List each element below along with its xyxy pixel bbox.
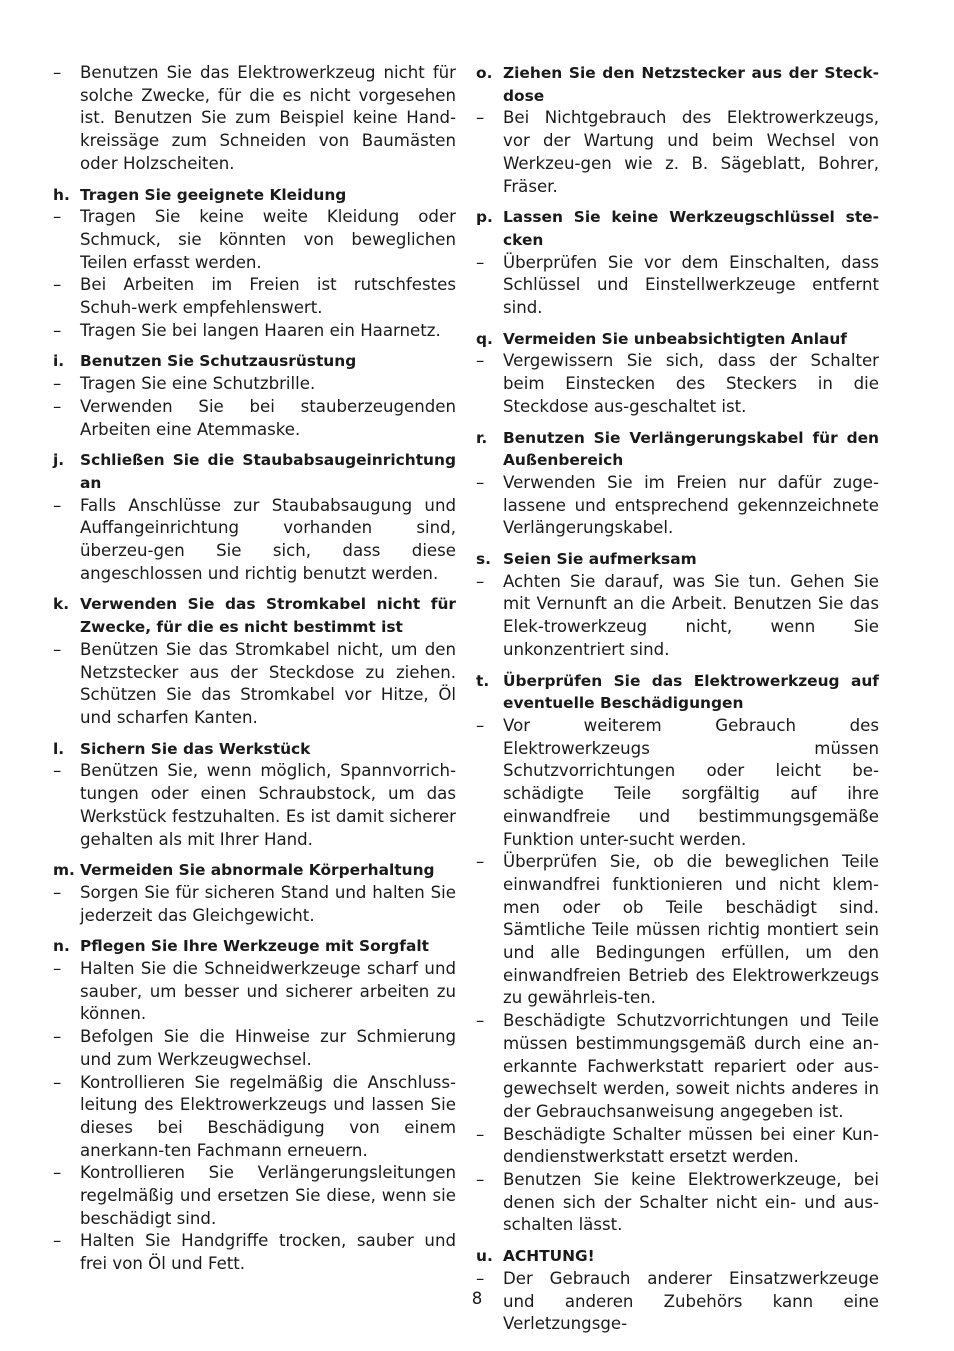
section-letter: s. xyxy=(476,550,492,569)
section-title: Benutzen Sie Schutzausrüstung xyxy=(80,352,357,371)
section-letter: n. xyxy=(53,937,70,956)
section-heading xyxy=(53,184,456,207)
list-item: – Sorgen Sie für sicheren Stand und halten Sie jederzeit das Gleichgewicht. xyxy=(53,882,456,927)
section-title: Verwenden Sie das Stromkabel nicht für Zwecke, für die es nicht bestimmt ist xyxy=(80,595,456,637)
list-item: – Halten Sie Handgriffe trocken, sauber und frei von Öl und Fett. xyxy=(53,1230,456,1275)
section-letter: r. xyxy=(476,428,488,447)
list-item: – Benützen Sie, wenn möglich, Spannvorrich-tungen oder einen Schraubstock, um das Werkstück festzuhalten. Es ist damit sicherer gehalten als mit Ihrer Hand. xyxy=(53,760,456,851)
section-title: Ziehen Sie den Netzstecker aus der Steck-dose xyxy=(503,64,879,105)
section-title: ACHTUNG! xyxy=(503,1247,595,1266)
section-letter: k. xyxy=(53,595,70,614)
list-item: – Kontrollieren Sie regelmäßig die Anschluss-leitung des Elektrowerkzeugs und lassen Sie dieses bei Beschädigung von einem anerkann-ten Fachmann erneuern. xyxy=(53,1072,456,1163)
section-heading xyxy=(53,350,456,373)
list-item: – Benutzen Sie keine Elektrowerkzeuge, bei denen sich der Schalter nicht ein- und aus-schalten lässt. xyxy=(476,1169,879,1237)
section-title: Lassen Sie keine Werkzeugschlüssel ste-cken xyxy=(503,208,879,249)
section-heading xyxy=(53,935,456,958)
list-item: – Tragen Sie eine Schutzbrille. xyxy=(53,373,456,396)
section-title: Seien Sie aufmerksam xyxy=(503,550,697,569)
section-letter: m. xyxy=(53,861,75,880)
section-title: Überprüfen Sie das Elektrowerkzeug auf eventuelle Beschädigungen xyxy=(503,671,879,713)
list-item: – Falls Anschlüsse zur Staubabsaugung und Auffangeinrichtung vorhanden sind, überzeu-gen Sie sich, dass diese angeschlossen und richtig benutzt werden. xyxy=(53,495,456,586)
list-item: – Benutzen Sie das Elektrowerkzeug nicht für solche Zwecke, für die es nicht vorgesehen ist. Benutzen Sie zum Beispiel keine Hand-kreissäge zum Schneiden von Baumästen oder Holzscheiten. xyxy=(53,62,456,176)
section-title: Pflegen Sie Ihre Werkzeuge mit Sorgfalt xyxy=(80,937,429,956)
left-column xyxy=(53,62,456,1276)
section-heading xyxy=(53,593,456,638)
section-letter: o. xyxy=(476,64,493,82)
list-item: – Verwenden Sie im Freien nur dafür zuge-lassene und entsprechend gekennzeichnete Verlängerungskabel. xyxy=(476,472,879,540)
section-heading xyxy=(476,1245,879,1268)
section-heading xyxy=(476,206,879,251)
section-heading xyxy=(476,548,879,571)
list-item: – Der Gebrauch anderer Einsatzwerkzeuge und anderen Zubehörs kann eine Verletzungsge- xyxy=(476,1268,879,1336)
section-letter: l. xyxy=(53,739,65,758)
section-letter: j. xyxy=(53,451,65,470)
section-title: Vermeiden Sie unbeabsichtigten Anlauf xyxy=(503,329,848,348)
list-item: – Beschädigte Schutzvorrichtungen und Teile müssen bestimmungsgemäß durch eine an-erkannte Fachwerkstatt repariert oder aus-gewechselt werden, soweit nichts anderes in der Gebrauchsanweisung angegeben ist. xyxy=(476,1010,879,1124)
page-number: 8 xyxy=(471,1289,483,1308)
section-letter: t. xyxy=(476,671,490,690)
list-item: – Bei Arbeiten im Freien ist rutschfestes Schuh-werk empfehlenswert. xyxy=(53,274,456,319)
section-heading xyxy=(53,449,456,494)
section-letter: u. xyxy=(476,1247,493,1266)
section-heading xyxy=(476,62,879,107)
section-heading xyxy=(476,328,879,351)
list-item: – Tragen Sie keine weite Kleidung oder Schmuck, sie könnten von beweglichen Teilen erfasst werden. xyxy=(53,206,456,274)
section-title: Benutzen Sie Verlängerungskabel für den Außenbereich xyxy=(503,428,879,470)
list-item: – Befolgen Sie die Hinweise zur Schmierung und zum Werkzeugwechsel. xyxy=(53,1026,456,1071)
section-title: Vermeiden Sie abnormale Körperhaltung xyxy=(80,861,435,880)
right-column xyxy=(476,62,879,1336)
list-item: – Kontrollieren Sie Verlängerungsleitungen regelmäßig und ersetzen Sie diese, wenn sie beschädigt sind. xyxy=(53,1162,456,1230)
list-item: – Tragen Sie bei langen Haaren ein Haarnetz. xyxy=(53,320,456,343)
section-title: Tragen Sie geeignete Kleidung xyxy=(80,185,347,204)
list-item: – Achten Sie darauf, was Sie tun. Gehen Sie mit Vernunft an die Arbeit. Benutzen Sie das Elek-trowerkzeug nicht, wenn Sie unkonzentriert sind. xyxy=(476,571,879,662)
section-letter: i. xyxy=(53,352,65,371)
list-item: – Vor weiterem Gebrauch des Elektrowerkzeugs müssen Schutzvorrichtungen oder leicht be-schädigte Teile sorgfältig auf ihre einwandfreie und bestimmungsgemäße Funktion unter-sucht werden. xyxy=(476,715,879,851)
list-item: – Überprüfen Sie, ob die beweglichen Teile einwandfrei funktionieren und nicht klem-men oder ob Teile beschädigt sind. Sämtliche Teile müssen richtig montiert sein und alle Bedingungen erfüllen, um den einwandfreien Betrieb des Elektrowerkzeugs zu gewährleis-ten. xyxy=(476,851,879,1010)
list-item: – Benützen Sie das Stromkabel nicht, um den Netzstecker aus der Steckdose zu ziehen. Schützen Sie das Stromkabel vor Hitze, Öl und scharfen Kanten. xyxy=(53,639,456,730)
list-item: – Bei Nichtgebrauch des Elektrowerkzeugs, vor der Wartung und beim Wechsel von Werkzeu-gen wie z. B. Sägeblatt, Bohrer, Fräser. xyxy=(476,107,879,198)
section-letter: h. xyxy=(53,185,70,204)
list-item: – Beschädigte Schalter müssen bei einer Kun-dendienstwerkstatt ersetzt werden. xyxy=(476,1124,879,1169)
list-item: – Überprüfen Sie vor dem Einschalten, dass Schlüssel und Einstellwerkzeuge entfernt sind. xyxy=(476,252,879,320)
section-letter: q. xyxy=(476,329,493,348)
list-item: – Verwenden Sie bei stauberzeugenden Arbeiten eine Atemmaske. xyxy=(53,396,456,441)
list-item: – Vergewissern Sie sich, dass der Schalter beim Einstecken des Steckers in die Steckdose aus-geschaltet ist. xyxy=(476,350,879,418)
section-heading xyxy=(476,670,879,715)
list-item: – Halten Sie die Schneidwerkzeuge scharf und sauber, um besser und sicherer arbeiten zu können. xyxy=(53,958,456,1026)
section-title: Sichern Sie das Werkstück xyxy=(80,739,311,758)
section-heading xyxy=(53,738,456,761)
section-heading xyxy=(53,859,456,882)
section-letter: p. xyxy=(476,208,493,227)
section-title: Schließen Sie die Staubabsaugeinrichtung an xyxy=(80,451,456,492)
section-heading xyxy=(476,427,879,472)
